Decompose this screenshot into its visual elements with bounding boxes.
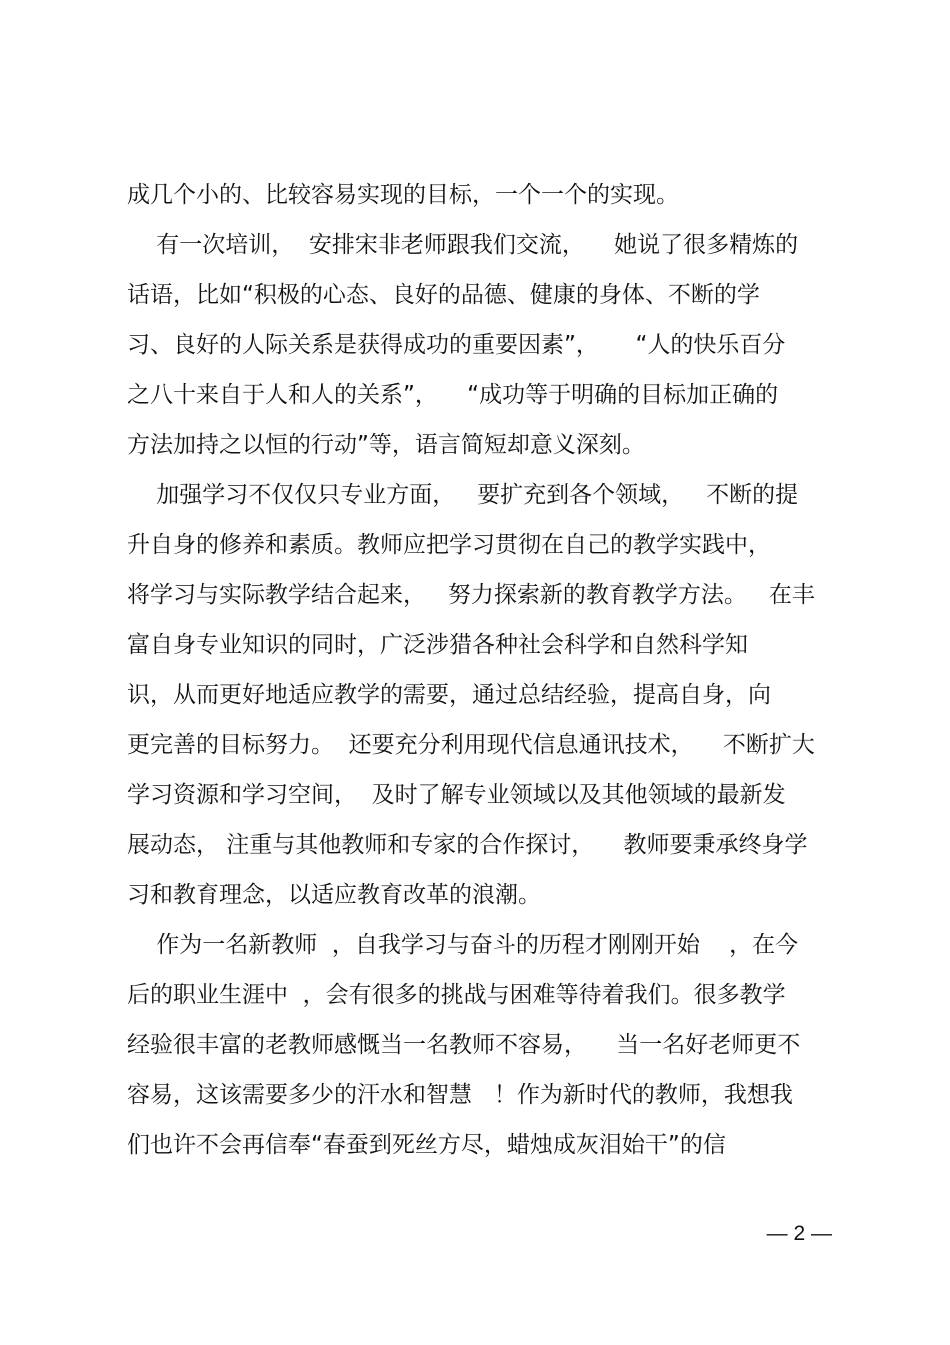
body-text xyxy=(127,170,837,1170)
text-line-15: 习和教育理念，以适应教育改革的浪潮。 xyxy=(127,882,541,908)
text-line-7: 加强学习不仅仅只专业方面， 要扩充到各个领域， 不断的提 xyxy=(127,482,799,508)
text-line-2: 有一次培训， 安排宋非老师跟我们交流， 她说了很多精炼的 xyxy=(127,232,799,258)
text-line-3: 话语，比如“积极的心态、良好的品德、健康的身体、不断的学 xyxy=(127,282,760,308)
text-line-19: 容易，这该需要多少的汗水和智慧 ！作为新时代的教师，我想我 xyxy=(127,1082,793,1108)
text-line-10: 富自身专业知识的同时，广泛涉猎各种社会科学和自然科学知 xyxy=(127,632,748,658)
text-line-11: 识，从而更好地适应教学的需要，通过总结经验，提高自身，向 xyxy=(127,682,771,708)
text-line-9: 将学习与实际教学结合起来， 努力探索新的教育教学方法。 在丰 xyxy=(127,582,815,608)
text-line-12: 更完善的目标努力。 还要充分利用现代信息通讯技术， 不断扩大 xyxy=(127,732,815,758)
text-line-20: 们也许不会再信奉“春蚕到死丝方尽，蜡烛成灰泪始干”的信 xyxy=(127,1132,726,1158)
text-line-16: 作为一名新教师 ，自我学习与奋斗的历程才刚刚开始 ，在今 xyxy=(127,932,799,958)
text-line-6: 方法加持之以恒的行动”等，语言简短却意义深刻。 xyxy=(127,432,645,458)
text-line-4: 习、良好的人际关系是获得成功的重要因素”， “人的快乐百分 xyxy=(127,332,786,358)
text-line-13: 学习资源和学习空间， 及时了解专业领域以及其他领域的最新发 xyxy=(127,782,786,808)
text-line-1: 成几个小的、比较容易实现的目标，一个一个的实现。 xyxy=(127,182,679,208)
text-line-14: 展动态， 注重与其他教师和专家的合作探讨， 教师要秉承终身学 xyxy=(127,832,808,858)
text-line-18: 经验很丰富的老教师感慨当一名教师不容易， 当一名好老师更不 xyxy=(127,1032,801,1058)
text-line-5: 之八十来自于人和人的关系”， “成功等于明确的目标加正确的 xyxy=(127,382,779,408)
text-line-17: 后的职业生涯中 ，会有很多的挑战与困难等待着我们。很多教学 xyxy=(127,982,786,1008)
page-number: — 2 — xyxy=(766,1222,832,1245)
text-line-8: 升自身的修养和素质。教师应把学习贯彻在自己的教学实践中， xyxy=(127,532,771,558)
